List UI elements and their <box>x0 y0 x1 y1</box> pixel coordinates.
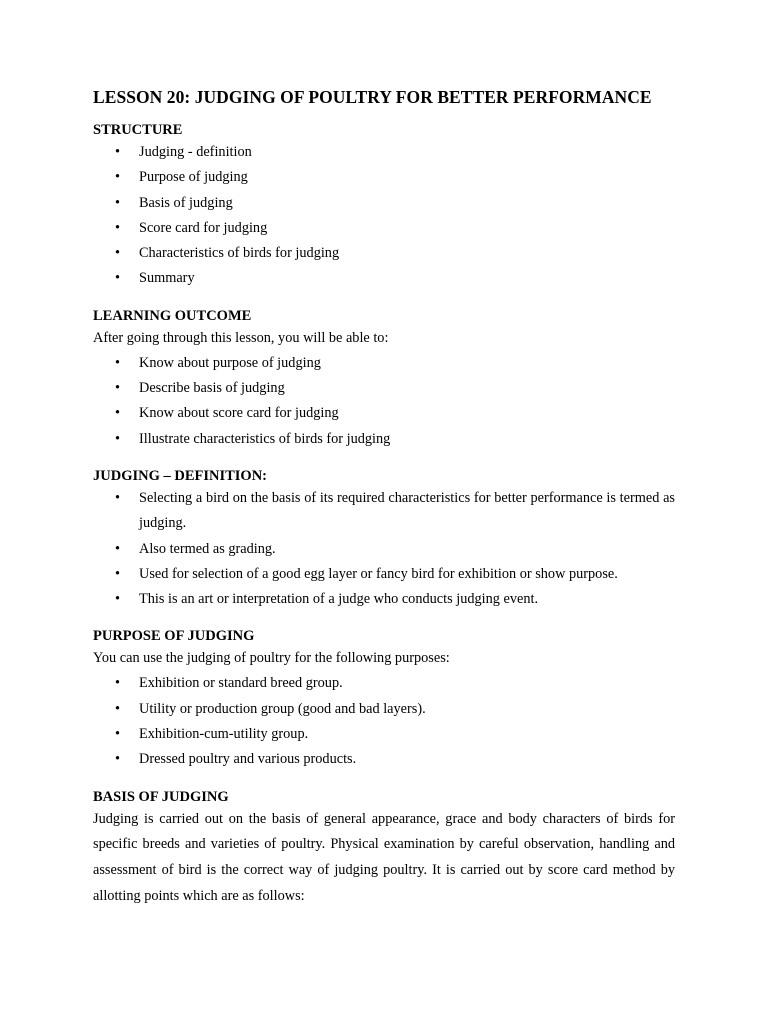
learning-outcome-intro: After going through this lesson, you will be able to: <box>93 329 389 346</box>
bullet-icon: • <box>115 430 121 447</box>
bullet-icon: • <box>115 380 121 397</box>
purpose-intro: You can use the judging of poultry for the following purposes: <box>93 650 450 667</box>
list-item-text: Summary <box>139 270 195 287</box>
bullet-icon: • <box>115 700 121 717</box>
bullet-icon: • <box>115 751 121 768</box>
list-item-text: Know about purpose of judging <box>139 354 321 371</box>
list-item-text: Know about score card for judging <box>139 405 339 422</box>
list-item <box>93 351 675 376</box>
list-item <box>93 401 675 426</box>
basis-section <box>93 787 675 910</box>
bullet-icon: • <box>115 219 121 236</box>
learning-outcome-section <box>93 306 675 452</box>
list-item <box>93 191 675 216</box>
bullet-icon: • <box>115 540 121 557</box>
list-item-text: Also termed as grading. <box>139 540 276 557</box>
list-item-text: Purpose of judging <box>139 169 248 186</box>
bullet-icon: • <box>115 245 121 262</box>
list-item-text: Score card for judging <box>139 219 268 236</box>
list-item-text: Exhibition-cum-utility group. <box>139 726 309 743</box>
list-item <box>93 241 675 266</box>
bullet-icon: • <box>115 144 121 160</box>
bullet-icon: • <box>115 169 121 186</box>
list-item-text: Basis of judging <box>139 194 233 211</box>
structure-section <box>93 120 675 292</box>
list-item-text: Judging - definition <box>139 144 252 160</box>
list-item-text: Selecting a bird on the basis of its required characteristics for better performance is termed as judging. <box>139 489 675 532</box>
list-item <box>93 722 675 747</box>
list-item <box>93 165 675 190</box>
list-item <box>93 697 675 722</box>
list-item <box>93 140 675 165</box>
judging-definition-section <box>93 466 675 612</box>
list-item <box>93 537 675 562</box>
basis-paragraph: Judging is carried out on the basis of general appearance, grace and body characters of birds for specific breeds and varieties of poultry. Physical examination by careful observation, handling and assessment of bird is the correct way of judging poultry. It is carried out by score card method by allotting points which are as follows: <box>93 810 675 905</box>
bullet-icon: • <box>115 405 121 422</box>
bullet-icon: • <box>115 565 121 582</box>
list-item-text: Characteristics of birds for judging <box>139 245 340 262</box>
list-item <box>93 266 675 291</box>
purpose-list <box>93 671 675 772</box>
structure-heading: STRUCTURE <box>93 122 183 138</box>
bullet-icon: • <box>115 194 121 211</box>
list-item <box>93 427 675 452</box>
list-item <box>93 747 675 772</box>
purpose-heading: PURPOSE OF JUDGING <box>93 628 255 645</box>
list-item <box>93 216 675 241</box>
bullet-icon: • <box>115 270 121 287</box>
purpose-section <box>93 626 675 772</box>
structure-list <box>93 140 675 292</box>
list-item-text: This is an art or interpretation of a judge who conducts judging event. <box>139 591 539 608</box>
list-item-text: Describe basis of judging <box>139 380 285 397</box>
judging-definition-heading: JUDGING – DEFINITION: <box>93 467 268 484</box>
bullet-icon: • <box>115 726 121 743</box>
list-item <box>93 562 675 587</box>
list-item-text: Used for selection of a good egg layer or fancy bird for exhibition or show purpose. <box>139 565 618 582</box>
learning-outcome-list <box>93 351 675 452</box>
list-item <box>93 587 675 612</box>
bullet-icon: • <box>115 591 121 608</box>
list-item <box>93 486 675 537</box>
list-item-text: Illustrate characteristics of birds for judging <box>139 430 391 447</box>
list-item-text: Utility or production group (good and bad layers). <box>139 700 426 717</box>
bullet-icon: • <box>115 675 121 692</box>
bullet-icon: • <box>115 354 121 371</box>
list-item <box>93 671 675 696</box>
list-item-text: Dressed poultry and various products. <box>139 751 357 768</box>
basis-heading: BASIS OF JUDGING <box>93 788 229 805</box>
list-item <box>93 376 675 401</box>
bullet-icon: • <box>115 489 121 506</box>
learning-outcome-heading: LEARNING OUTCOME <box>93 307 252 324</box>
list-item-text: Exhibition or standard breed group. <box>139 675 343 692</box>
lesson-title: LESSON 20: JUDGING OF POULTRY FOR BETTER PERFORMANCE <box>93 87 652 107</box>
judging-definition-list <box>93 486 675 612</box>
